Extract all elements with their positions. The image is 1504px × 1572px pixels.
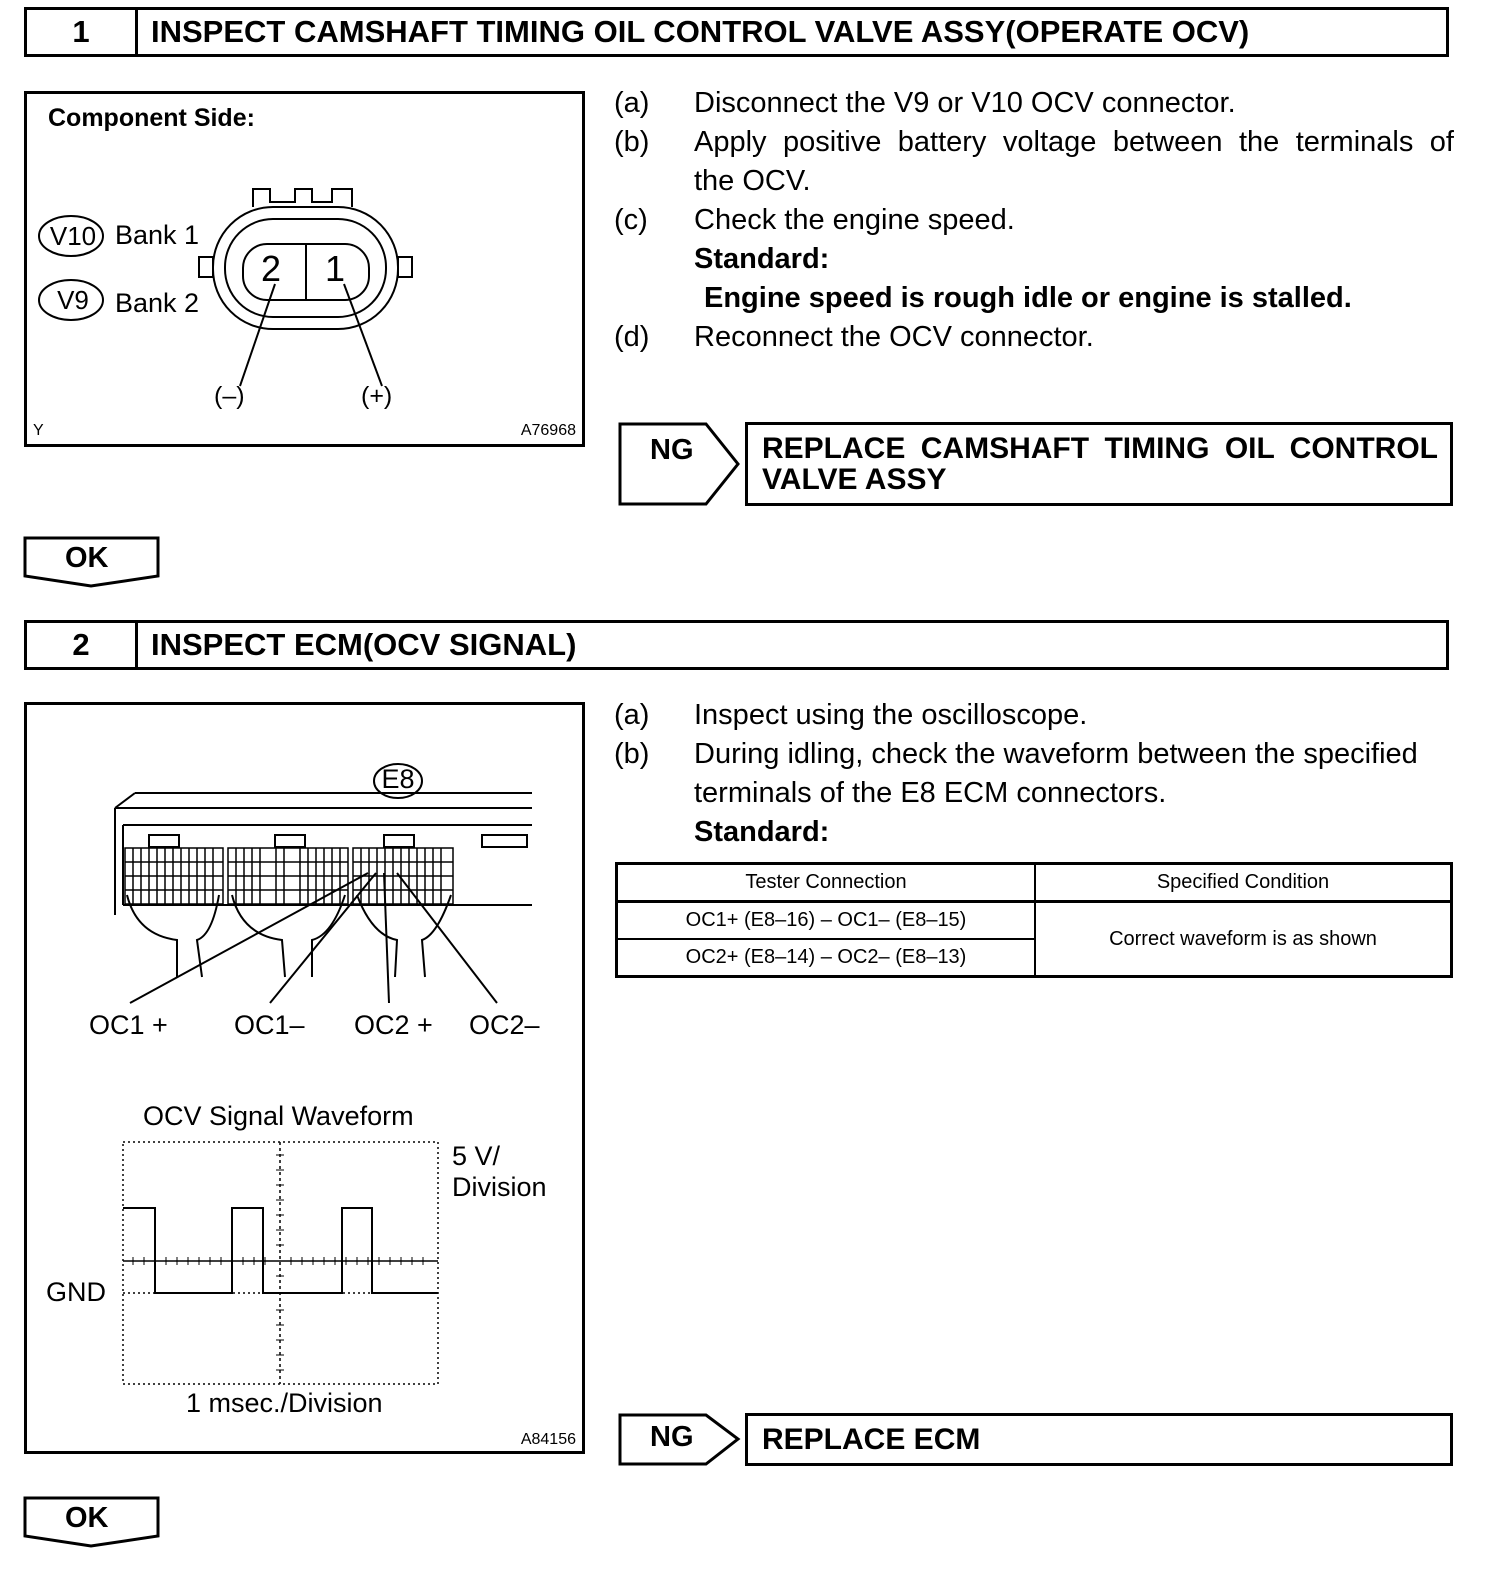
standard-value: Engine speed is rough idle or engine is stalled. — [704, 282, 1352, 314]
table-cell-condition: Correct waveform is as shown — [1035, 902, 1452, 977]
volts-per-division: 5 V/ — [452, 1141, 501, 1171]
pin-1-label: 1 — [325, 248, 346, 289]
bank1-label: Bank 1 — [115, 220, 200, 250]
ocv-connector-figure — [24, 91, 585, 447]
table-header: Specified Condition — [1035, 864, 1452, 902]
figure-heading: Component Side: — [48, 104, 255, 132]
figure-code: A84156 — [520, 1431, 576, 1448]
step-number: 1 — [27, 10, 138, 54]
oc1-minus-label: OC1– — [234, 1010, 305, 1040]
bank2-label: Bank 2 — [115, 288, 200, 318]
instruction-line: (d) Reconnect the OCV connector. — [614, 321, 1094, 353]
ng-label: NG — [650, 1421, 694, 1453]
ng-action-box-2 — [745, 1413, 1453, 1466]
ok-label: OK — [65, 1502, 109, 1534]
ok-arrow-1 — [23, 536, 161, 593]
table-cell-connection: OC2+ (E8–14) – OC2– (E8–13) — [617, 939, 1036, 977]
table-header-row — [617, 864, 1452, 902]
gnd-label: GND — [46, 1277, 106, 1307]
step-title: INSPECT CAMSHAFT TIMING OIL CONTROL VALVE ASSY(OPERATE OCV) — [151, 14, 1250, 49]
oc1-plus-label: OC1 + — [89, 1010, 168, 1040]
step-2-instructions — [614, 696, 1454, 852]
table-row — [617, 902, 1452, 940]
oc2-plus-label: OC2 + — [354, 1010, 433, 1040]
ng-action-line: REPLACE CAMSHAFT TIMING OIL CONTROL — [762, 432, 1438, 465]
ng-label: NG — [650, 434, 694, 466]
ecm-connector-diagram — [27, 705, 582, 1451]
instruction-line: terminals of the E8 ECM connectors. — [694, 777, 1167, 809]
standard-heading: Standard: — [694, 243, 830, 275]
plus-terminal-label: (+) — [361, 382, 393, 410]
instruction-line: (c) Check the engine speed. — [614, 204, 1015, 236]
table-header: Tester Connection — [617, 864, 1036, 902]
volts-per-division-unit: Division — [452, 1172, 547, 1202]
ok-label: OK — [65, 542, 109, 574]
instruction-line: (b) Apply positive battery voltage between the terminals of — [614, 126, 1454, 158]
ng-action-line: REPLACE ECM — [762, 1423, 981, 1456]
time-per-division: 1 msec./Division — [186, 1388, 383, 1418]
ocv-connector-diagram — [27, 94, 582, 444]
spec-table — [615, 862, 1453, 978]
instruction-line: the OCV. — [694, 165, 811, 197]
instruction-line: (a) Disconnect the V9 or V10 OCV connector. — [614, 87, 1236, 119]
pin-2-label: 2 — [261, 248, 282, 289]
ng-arrow-2 — [618, 1413, 742, 1471]
ok-arrow-2 — [23, 1496, 161, 1553]
ng-action-box-1 — [745, 422, 1453, 506]
v10-label: V10 — [49, 221, 97, 251]
step-1-header — [24, 7, 1449, 57]
instruction-line: (b) During idling, check the waveform between the specified — [614, 738, 1418, 770]
ng-action-line: VALVE ASSY — [762, 463, 947, 496]
ecm-waveform-figure — [24, 702, 585, 1454]
v9-label: V9 — [57, 285, 89, 315]
waveform-title: OCV Signal Waveform — [143, 1101, 414, 1131]
step-number: 2 — [27, 623, 138, 667]
step-title: INSPECT ECM(OCV SIGNAL) — [151, 627, 577, 662]
figure-corner-mark: Y — [33, 422, 44, 439]
minus-terminal-label: (–) — [214, 382, 245, 410]
table-cell-connection: OC1+ (E8–16) – OC1– (E8–15) — [617, 902, 1036, 940]
figure-code: A76968 — [520, 422, 576, 439]
standard-heading: Standard: — [694, 816, 830, 848]
step-1-instructions — [614, 84, 1454, 357]
instruction-line: (a) Inspect using the oscilloscope. — [614, 699, 1088, 731]
oc2-minus-label: OC2– — [469, 1010, 540, 1040]
e8-label: E8 — [381, 764, 415, 794]
step-2-header — [24, 620, 1449, 670]
ng-arrow-1 — [618, 422, 742, 511]
